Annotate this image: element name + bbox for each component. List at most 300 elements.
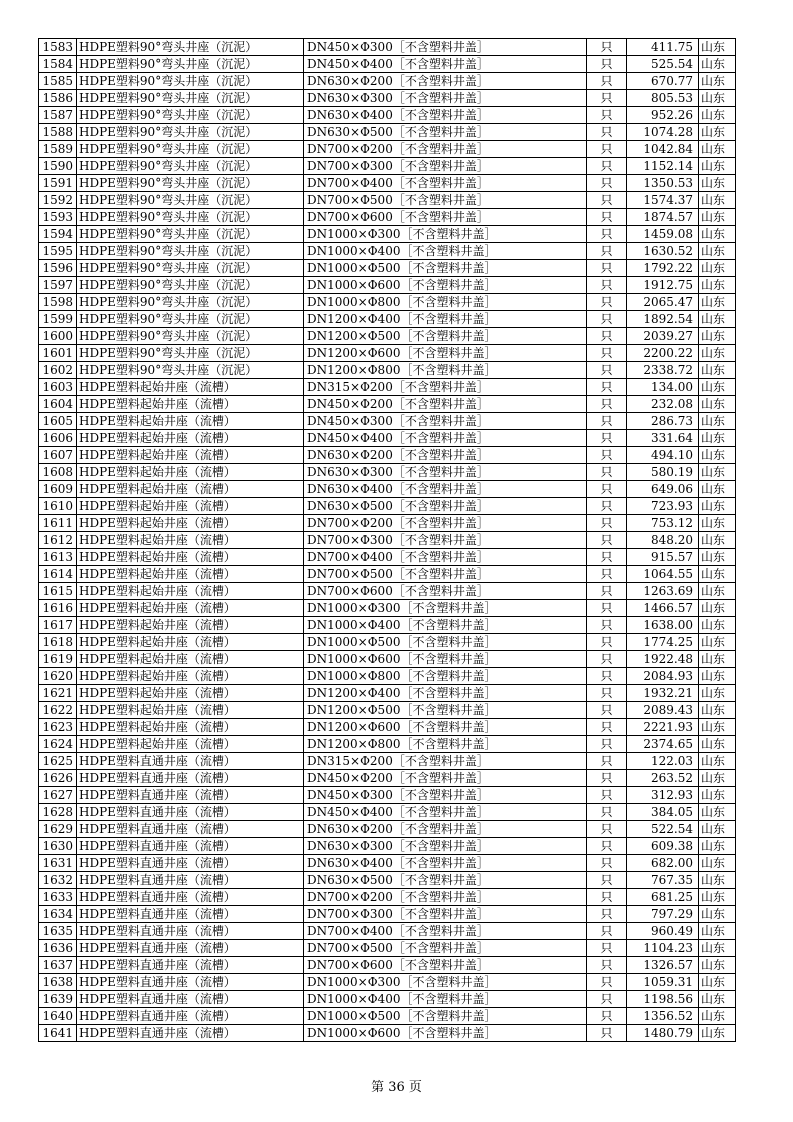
unit-cell: 只 (587, 634, 627, 651)
row-number: 1591 (39, 175, 77, 192)
price-cell: 1922.48 (627, 651, 699, 668)
unit-cell: 只 (587, 991, 627, 1008)
table-row (39, 311, 736, 328)
product-name: HDPE塑料起始井座（流槽） (77, 702, 304, 719)
unit-cell: 只 (587, 600, 627, 617)
product-name: HDPE塑料90°弯头井座（沉泥） (77, 56, 304, 73)
unit-cell: 只 (587, 141, 627, 158)
region-cell: 山东 (699, 192, 736, 209)
product-spec: DN700×Φ400［不含塑料井盖］ (304, 923, 587, 940)
table-row (39, 107, 736, 124)
table-row (39, 872, 736, 889)
region-cell: 山东 (699, 651, 736, 668)
region-cell: 山东 (699, 872, 736, 889)
unit-cell: 只 (587, 1008, 627, 1025)
unit-cell: 只 (587, 447, 627, 464)
table-row (39, 702, 736, 719)
region-cell: 山东 (699, 889, 736, 906)
region-cell: 山东 (699, 753, 736, 770)
region-cell: 山东 (699, 940, 736, 957)
unit-cell: 只 (587, 515, 627, 532)
table-row (39, 515, 736, 532)
price-cell: 1074.28 (627, 124, 699, 141)
product-name: HDPE塑料起始井座（流槽） (77, 736, 304, 753)
product-spec: DN1000×Φ300［不含塑料井盖］ (304, 226, 587, 243)
region-cell: 山东 (699, 107, 736, 124)
table-row (39, 532, 736, 549)
product-name: HDPE塑料直通井座（流槽） (77, 991, 304, 1008)
row-number: 1593 (39, 209, 77, 226)
region-cell: 山东 (699, 736, 736, 753)
unit-cell: 只 (587, 685, 627, 702)
product-name: HDPE塑料90°弯头井座（沉泥） (77, 260, 304, 277)
table-row (39, 294, 736, 311)
price-cell: 1042.84 (627, 141, 699, 158)
product-name: HDPE塑料直通井座（流槽） (77, 940, 304, 957)
product-spec: DN700×Φ300［不含塑料井盖］ (304, 906, 587, 923)
row-number: 1612 (39, 532, 77, 549)
region-cell: 山东 (699, 481, 736, 498)
product-spec: DN1200×Φ800［不含塑料井盖］ (304, 736, 587, 753)
unit-cell: 只 (587, 872, 627, 889)
product-spec: DN700×Φ300［不含塑料井盖］ (304, 158, 587, 175)
price-cell: 384.05 (627, 804, 699, 821)
product-name: HDPE塑料90°弯头井座（沉泥） (77, 345, 304, 362)
row-number: 1614 (39, 566, 77, 583)
unit-cell: 只 (587, 260, 627, 277)
price-cell: 1059.31 (627, 974, 699, 991)
product-spec: DN700×Φ200［不含塑料井盖］ (304, 141, 587, 158)
unit-cell: 只 (587, 430, 627, 447)
price-cell: 767.35 (627, 872, 699, 889)
region-cell: 山东 (699, 413, 736, 430)
unit-cell: 只 (587, 753, 627, 770)
price-cell: 1466.57 (627, 600, 699, 617)
unit-cell: 只 (587, 243, 627, 260)
table-row (39, 634, 736, 651)
region-cell: 山东 (699, 549, 736, 566)
row-number: 1619 (39, 651, 77, 668)
product-name: HDPE塑料起始井座（流槽） (77, 583, 304, 600)
row-number: 1629 (39, 821, 77, 838)
product-name: HDPE塑料起始井座（流槽） (77, 498, 304, 515)
price-cell: 134.00 (627, 379, 699, 396)
price-cell: 580.19 (627, 464, 699, 481)
table-row (39, 838, 736, 855)
row-number: 1615 (39, 583, 77, 600)
price-cell: 1326.57 (627, 957, 699, 974)
price-cell: 670.77 (627, 73, 699, 90)
region-cell: 山东 (699, 617, 736, 634)
unit-cell: 只 (587, 175, 627, 192)
price-cell: 960.49 (627, 923, 699, 940)
product-name: HDPE塑料90°弯头井座（沉泥） (77, 277, 304, 294)
region-cell: 山东 (699, 583, 736, 600)
price-cell: 1152.14 (627, 158, 699, 175)
product-spec: DN700×Φ600［不含塑料井盖］ (304, 957, 587, 974)
unit-cell: 只 (587, 39, 627, 56)
region-cell: 山东 (699, 260, 736, 277)
row-number: 1599 (39, 311, 77, 328)
table-row (39, 73, 736, 90)
unit-cell: 只 (587, 736, 627, 753)
product-spec: DN450×Φ200［不含塑料井盖］ (304, 770, 587, 787)
table-row (39, 413, 736, 430)
region-cell: 山东 (699, 770, 736, 787)
product-spec: DN450×Φ300［不含塑料井盖］ (304, 787, 587, 804)
product-name: HDPE塑料直通井座（流槽） (77, 753, 304, 770)
table-row (39, 379, 736, 396)
product-spec: DN700×Φ300［不含塑料井盖］ (304, 532, 587, 549)
table-row (39, 957, 736, 974)
region-cell: 山东 (699, 855, 736, 872)
product-spec: DN450×Φ400［不含塑料井盖］ (304, 430, 587, 447)
product-name: HDPE塑料90°弯头井座（沉泥） (77, 243, 304, 260)
table-row (39, 447, 736, 464)
table-row (39, 583, 736, 600)
region-cell: 山东 (699, 379, 736, 396)
region-cell: 山东 (699, 685, 736, 702)
region-cell: 山东 (699, 957, 736, 974)
price-cell: 649.06 (627, 481, 699, 498)
product-spec: DN1000×Φ600［不含塑料井盖］ (304, 277, 587, 294)
product-spec: DN315×Φ200［不含塑料井盖］ (304, 753, 587, 770)
price-cell: 1356.52 (627, 1008, 699, 1025)
region-cell: 山东 (699, 277, 736, 294)
row-number: 1635 (39, 923, 77, 940)
product-name: HDPE塑料起始井座（流槽） (77, 566, 304, 583)
product-spec: DN700×Φ200［不含塑料井盖］ (304, 515, 587, 532)
row-number: 1586 (39, 90, 77, 107)
product-name: HDPE塑料起始井座（流槽） (77, 430, 304, 447)
product-spec: DN1200×Φ800［不含塑料井盖］ (304, 362, 587, 379)
region-cell: 山东 (699, 804, 736, 821)
price-cell: 1104.23 (627, 940, 699, 957)
table-row (39, 260, 736, 277)
row-number: 1609 (39, 481, 77, 498)
product-spec: DN1000×Φ400［不含塑料井盖］ (304, 991, 587, 1008)
price-cell: 1350.53 (627, 175, 699, 192)
product-spec: DN1000×Φ800［不含塑料井盖］ (304, 668, 587, 685)
table-row (39, 175, 736, 192)
unit-cell: 只 (587, 226, 627, 243)
table-row (39, 362, 736, 379)
price-cell: 232.08 (627, 396, 699, 413)
row-number: 1583 (39, 39, 77, 56)
price-cell: 122.03 (627, 753, 699, 770)
price-cell: 2221.93 (627, 719, 699, 736)
unit-cell: 只 (587, 787, 627, 804)
region-cell: 山东 (699, 396, 736, 413)
table-row (39, 923, 736, 940)
table-row (39, 804, 736, 821)
product-name: HDPE塑料直通井座（流槽） (77, 974, 304, 991)
unit-cell: 只 (587, 209, 627, 226)
table-row (39, 328, 736, 345)
table-row (39, 430, 736, 447)
unit-cell: 只 (587, 957, 627, 974)
product-spec: DN315×Φ200［不含塑料井盖］ (304, 379, 587, 396)
row-number: 1606 (39, 430, 77, 447)
region-cell: 山东 (699, 634, 736, 651)
table-row (39, 124, 736, 141)
product-spec: DN630×Φ400［不含塑料井盖］ (304, 107, 587, 124)
product-spec: DN700×Φ600［不含塑料井盖］ (304, 583, 587, 600)
price-cell: 522.54 (627, 821, 699, 838)
product-spec: DN1000×Φ800［不含塑料井盖］ (304, 294, 587, 311)
product-spec: DN630×Φ200［不含塑料井盖］ (304, 821, 587, 838)
table-row (39, 56, 736, 73)
unit-cell: 只 (587, 940, 627, 957)
product-name: HDPE塑料起始井座（流槽） (77, 515, 304, 532)
region-cell: 山东 (699, 566, 736, 583)
product-spec: DN1000×Φ500［不含塑料井盖］ (304, 634, 587, 651)
price-cell: 2338.72 (627, 362, 699, 379)
product-spec: DN700×Φ500［不含塑料井盖］ (304, 192, 587, 209)
row-number: 1594 (39, 226, 77, 243)
unit-cell: 只 (587, 107, 627, 124)
region-cell: 山东 (699, 838, 736, 855)
product-name: HDPE塑料起始井座（流槽） (77, 719, 304, 736)
row-number: 1613 (39, 549, 77, 566)
product-spec: DN1200×Φ600［不含塑料井盖］ (304, 719, 587, 736)
product-spec: DN1000×Φ500［不含塑料井盖］ (304, 1008, 587, 1025)
row-number: 1636 (39, 940, 77, 957)
product-name: HDPE塑料起始井座（流槽） (77, 481, 304, 498)
unit-cell: 只 (587, 379, 627, 396)
product-spec: DN700×Φ400［不含塑料井盖］ (304, 549, 587, 566)
unit-cell: 只 (587, 583, 627, 600)
table-row (39, 1025, 736, 1042)
table-row (39, 668, 736, 685)
row-number: 1621 (39, 685, 77, 702)
unit-cell: 只 (587, 311, 627, 328)
product-spec: DN1000×Φ400［不含塑料井盖］ (304, 243, 587, 260)
row-number: 1626 (39, 770, 77, 787)
table-row (39, 753, 736, 770)
unit-cell: 只 (587, 90, 627, 107)
region-cell: 山东 (699, 668, 736, 685)
unit-cell: 只 (587, 838, 627, 855)
unit-cell: 只 (587, 804, 627, 821)
price-cell: 723.93 (627, 498, 699, 515)
region-cell: 山东 (699, 430, 736, 447)
table-row (39, 787, 736, 804)
table-row (39, 1008, 736, 1025)
region-cell: 山东 (699, 294, 736, 311)
row-number: 1610 (39, 498, 77, 515)
product-spec: DN1000×Φ500［不含塑料井盖］ (304, 260, 587, 277)
region-cell: 山东 (699, 39, 736, 56)
product-name: HDPE塑料直通井座（流槽） (77, 787, 304, 804)
product-spec: DN700×Φ400［不含塑料井盖］ (304, 175, 587, 192)
price-cell: 2084.93 (627, 668, 699, 685)
product-spec: DN630×Φ300［不含塑料井盖］ (304, 90, 587, 107)
table-row (39, 736, 736, 753)
price-cell: 797.29 (627, 906, 699, 923)
product-spec: DN1200×Φ500［不含塑料井盖］ (304, 328, 587, 345)
product-name: HDPE塑料90°弯头井座（沉泥） (77, 90, 304, 107)
price-cell: 1574.37 (627, 192, 699, 209)
table-row (39, 770, 736, 787)
product-spec: DN700×Φ500［不含塑料井盖］ (304, 940, 587, 957)
region-cell: 山东 (699, 243, 736, 260)
product-name: HDPE塑料直通井座（流槽） (77, 889, 304, 906)
price-table (38, 38, 736, 1042)
unit-cell: 只 (587, 668, 627, 685)
table-row (39, 90, 736, 107)
price-cell: 1638.00 (627, 617, 699, 634)
row-number: 1623 (39, 719, 77, 736)
table-row (39, 617, 736, 634)
unit-cell: 只 (587, 549, 627, 566)
region-cell: 山东 (699, 345, 736, 362)
unit-cell: 只 (587, 73, 627, 90)
product-spec: DN1000×Φ300［不含塑料井盖］ (304, 600, 587, 617)
table-row (39, 481, 736, 498)
row-number: 1637 (39, 957, 77, 974)
price-cell: 2089.43 (627, 702, 699, 719)
price-cell: 286.73 (627, 413, 699, 430)
region-cell: 山东 (699, 532, 736, 549)
row-number: 1600 (39, 328, 77, 345)
region-cell: 山东 (699, 56, 736, 73)
row-number: 1634 (39, 906, 77, 923)
price-cell: 2039.27 (627, 328, 699, 345)
unit-cell: 只 (587, 362, 627, 379)
row-number: 1630 (39, 838, 77, 855)
table-row (39, 243, 736, 260)
row-number: 1587 (39, 107, 77, 124)
price-cell: 1892.54 (627, 311, 699, 328)
product-name: HDPE塑料起始井座（流槽） (77, 651, 304, 668)
product-spec: DN630×Φ200［不含塑料井盖］ (304, 447, 587, 464)
row-number: 1602 (39, 362, 77, 379)
product-spec: DN630×Φ200［不含塑料井盖］ (304, 73, 587, 90)
unit-cell: 只 (587, 277, 627, 294)
row-number: 1641 (39, 1025, 77, 1042)
product-spec: DN450×Φ200［不含塑料井盖］ (304, 396, 587, 413)
product-spec: DN450×Φ400［不含塑料井盖］ (304, 804, 587, 821)
price-cell: 1912.75 (627, 277, 699, 294)
product-spec: DN450×Φ300［不含塑料井盖］ (304, 413, 587, 430)
table-row (39, 940, 736, 957)
region-cell: 山东 (699, 73, 736, 90)
price-cell: 805.53 (627, 90, 699, 107)
price-cell: 1932.21 (627, 685, 699, 702)
row-number: 1625 (39, 753, 77, 770)
product-name: HDPE塑料直通井座（流槽） (77, 804, 304, 821)
table-row (39, 685, 736, 702)
row-number: 1608 (39, 464, 77, 481)
product-name: HDPE塑料90°弯头井座（沉泥） (77, 192, 304, 209)
region-cell: 山东 (699, 124, 736, 141)
table-row (39, 141, 736, 158)
row-number: 1595 (39, 243, 77, 260)
product-spec: DN630×Φ400［不含塑料井盖］ (304, 855, 587, 872)
product-spec: DN1000×Φ300［不含塑料井盖］ (304, 974, 587, 991)
product-spec: DN1000×Φ400［不含塑料井盖］ (304, 617, 587, 634)
region-cell: 山东 (699, 226, 736, 243)
page-number: 第 36 页 (371, 1080, 422, 1095)
price-cell: 915.57 (627, 549, 699, 566)
price-cell: 1630.52 (627, 243, 699, 260)
product-spec: DN1200×Φ600［不含塑料井盖］ (304, 345, 587, 362)
product-spec: DN630×Φ300［不含塑料井盖］ (304, 464, 587, 481)
table-row (39, 906, 736, 923)
unit-cell: 只 (587, 481, 627, 498)
region-cell: 山东 (699, 515, 736, 532)
unit-cell: 只 (587, 56, 627, 73)
region-cell: 山东 (699, 821, 736, 838)
region-cell: 山东 (699, 974, 736, 991)
unit-cell: 只 (587, 923, 627, 940)
row-number: 1588 (39, 124, 77, 141)
unit-cell: 只 (587, 906, 627, 923)
product-spec: DN630×Φ500［不含塑料井盖］ (304, 124, 587, 141)
product-name: HDPE塑料90°弯头井座（沉泥） (77, 328, 304, 345)
row-number: 1604 (39, 396, 77, 413)
price-cell: 609.38 (627, 838, 699, 855)
price-cell: 952.26 (627, 107, 699, 124)
product-spec: DN450×Φ300［不含塑料井盖］ (304, 39, 587, 56)
region-cell: 山东 (699, 158, 736, 175)
unit-cell: 只 (587, 566, 627, 583)
price-cell: 525.54 (627, 56, 699, 73)
region-cell: 山东 (699, 923, 736, 940)
product-name: HDPE塑料起始井座（流槽） (77, 413, 304, 430)
product-name: HDPE塑料起始井座（流槽） (77, 549, 304, 566)
row-number: 1624 (39, 736, 77, 753)
product-name: HDPE塑料直通井座（流槽） (77, 1025, 304, 1042)
row-number: 1627 (39, 787, 77, 804)
product-name: HDPE塑料起始井座（流槽） (77, 634, 304, 651)
unit-cell: 只 (587, 498, 627, 515)
row-number: 1628 (39, 804, 77, 821)
product-name: HDPE塑料直通井座（流槽） (77, 821, 304, 838)
product-name: HDPE塑料起始井座（流槽） (77, 396, 304, 413)
price-cell: 2374.65 (627, 736, 699, 753)
price-cell: 1459.08 (627, 226, 699, 243)
row-number: 1598 (39, 294, 77, 311)
unit-cell: 只 (587, 124, 627, 141)
product-spec: DN700×Φ200［不含塑料井盖］ (304, 889, 587, 906)
price-cell: 682.00 (627, 855, 699, 872)
region-cell: 山东 (699, 362, 736, 379)
product-spec: DN700×Φ600［不含塑料井盖］ (304, 209, 587, 226)
row-number: 1640 (39, 1008, 77, 1025)
product-spec: DN700×Φ500［不含塑料井盖］ (304, 566, 587, 583)
row-number: 1616 (39, 600, 77, 617)
unit-cell: 只 (587, 396, 627, 413)
product-name: HDPE塑料90°弯头井座（沉泥） (77, 39, 304, 56)
product-spec: DN630×Φ400［不含塑料井盖］ (304, 481, 587, 498)
unit-cell: 只 (587, 294, 627, 311)
product-name: HDPE塑料90°弯头井座（沉泥） (77, 175, 304, 192)
region-cell: 山东 (699, 175, 736, 192)
product-name: HDPE塑料直通井座（流槽） (77, 872, 304, 889)
row-number: 1622 (39, 702, 77, 719)
region-cell: 山东 (699, 328, 736, 345)
row-number: 1603 (39, 379, 77, 396)
row-number: 1632 (39, 872, 77, 889)
row-number: 1631 (39, 855, 77, 872)
unit-cell: 只 (587, 328, 627, 345)
product-name: HDPE塑料起始井座（流槽） (77, 617, 304, 634)
table-row (39, 277, 736, 294)
region-cell: 山东 (699, 209, 736, 226)
region-cell: 山东 (699, 141, 736, 158)
